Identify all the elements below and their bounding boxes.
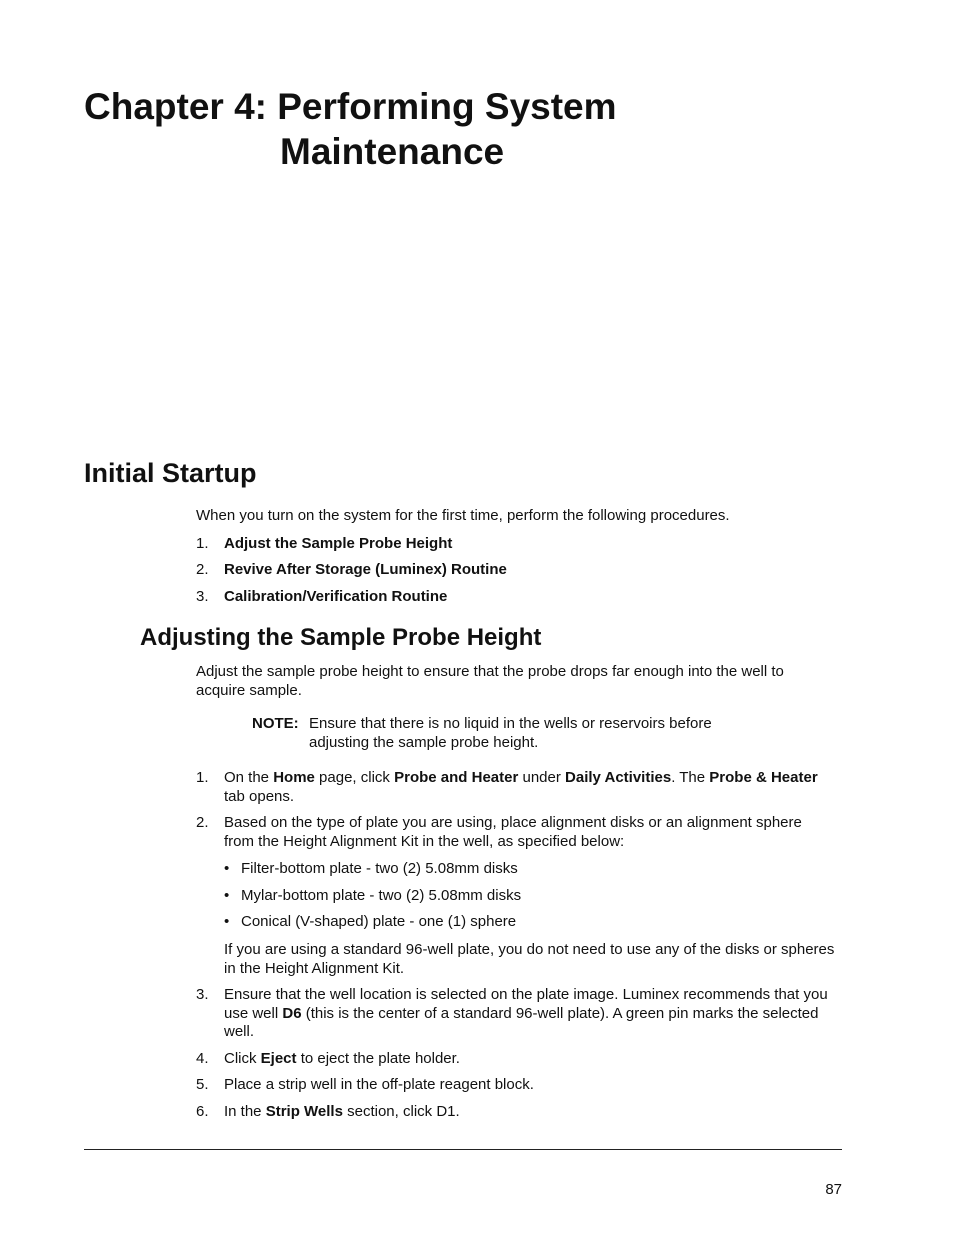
note-label: NOTE: bbox=[252, 715, 299, 732]
subsection-heading-adjusting: Adjusting the Sample Probe Height bbox=[140, 624, 542, 651]
step-text: On the Home page, click Probe and Heater under Daily Activities. The Probe & Heater tab opens. bbox=[224, 769, 818, 805]
step-number: 6. bbox=[196, 1103, 209, 1120]
footer-divider bbox=[84, 1149, 842, 1150]
chapter-title-line2: Maintenance bbox=[280, 131, 505, 172]
procedure-step-5 bbox=[196, 1076, 836, 1095]
list-number: 1. bbox=[196, 535, 209, 552]
step-text: In the Strip Wells section, click D1. bbox=[224, 1103, 460, 1120]
bullet-icon: • bbox=[224, 887, 230, 904]
bullet-item bbox=[224, 860, 518, 879]
bullet-icon: • bbox=[224, 860, 230, 877]
initial-startup-intro: When you turn on the system for the first time, perform the following procedures. bbox=[196, 507, 730, 524]
step-number: 4. bbox=[196, 1050, 209, 1067]
bullet-text: Conical (V-shaped) plate - one (1) sphere bbox=[241, 913, 517, 930]
list-number: 3. bbox=[196, 588, 209, 605]
startup-list-item bbox=[196, 588, 836, 607]
bullet-icon: • bbox=[224, 913, 230, 930]
step-number: 1. bbox=[196, 769, 209, 786]
procedure-step-2 bbox=[196, 814, 836, 851]
step-number: 2. bbox=[196, 814, 209, 831]
page-number: 87 bbox=[825, 1181, 842, 1198]
note-text: Ensure that there is no liquid in the wells or reservoirs before adjusting the sample probe height. bbox=[309, 715, 712, 751]
chapter-title-line1: Chapter 4: Performing System bbox=[84, 86, 617, 127]
step-text: Based on the type of plate you are using, place alignment disks or an alignment sphere from the Height Alignment Kit in the well, as specified below: bbox=[224, 814, 802, 850]
startup-list-item bbox=[196, 535, 836, 554]
procedure-step-1 bbox=[196, 769, 836, 806]
bullet-text: Mylar-bottom plate - two (2) 5.08mm disks bbox=[241, 887, 522, 904]
step-text: Ensure that the well location is selected on the plate image. Luminex recommends that you use well D6 (this is the center of a standard 96-well plate). A green pin marks the selected well. bbox=[224, 986, 828, 1040]
step-number: 3. bbox=[196, 986, 209, 1003]
step-text: Place a strip well in the off-plate reagent block. bbox=[224, 1076, 534, 1093]
bullet-item bbox=[224, 913, 516, 932]
startup-list-item bbox=[196, 561, 836, 580]
list-number: 2. bbox=[196, 561, 209, 578]
procedure-step-3 bbox=[196, 986, 836, 1042]
list-item-label: Revive After Storage (Luminex) Routine bbox=[224, 561, 507, 578]
procedure-step-4 bbox=[196, 1050, 836, 1069]
step-number: 5. bbox=[196, 1076, 209, 1093]
list-item-label: Adjust the Sample Probe Height bbox=[224, 535, 453, 552]
bullet-item bbox=[224, 887, 521, 906]
section-heading-initial-startup: Initial Startup bbox=[84, 458, 257, 488]
step-text: Click Eject to eject the plate holder. bbox=[224, 1050, 460, 1067]
note-block bbox=[252, 715, 772, 752]
step-2-followup: If you are using a standard 96-well plate, you do not need to use any of the disks or spheres in the Height Alignment Kit. bbox=[224, 941, 835, 977]
bullet-text: Filter-bottom plate - two (2) 5.08mm disks bbox=[241, 860, 518, 877]
procedure-step-6 bbox=[196, 1103, 836, 1122]
chapter-title bbox=[84, 84, 617, 174]
list-item-label: Calibration/Verification Routine bbox=[224, 588, 448, 605]
adjusting-intro: Adjust the sample probe height to ensure that the probe drops far enough into the well to acquire sample. bbox=[196, 663, 784, 699]
